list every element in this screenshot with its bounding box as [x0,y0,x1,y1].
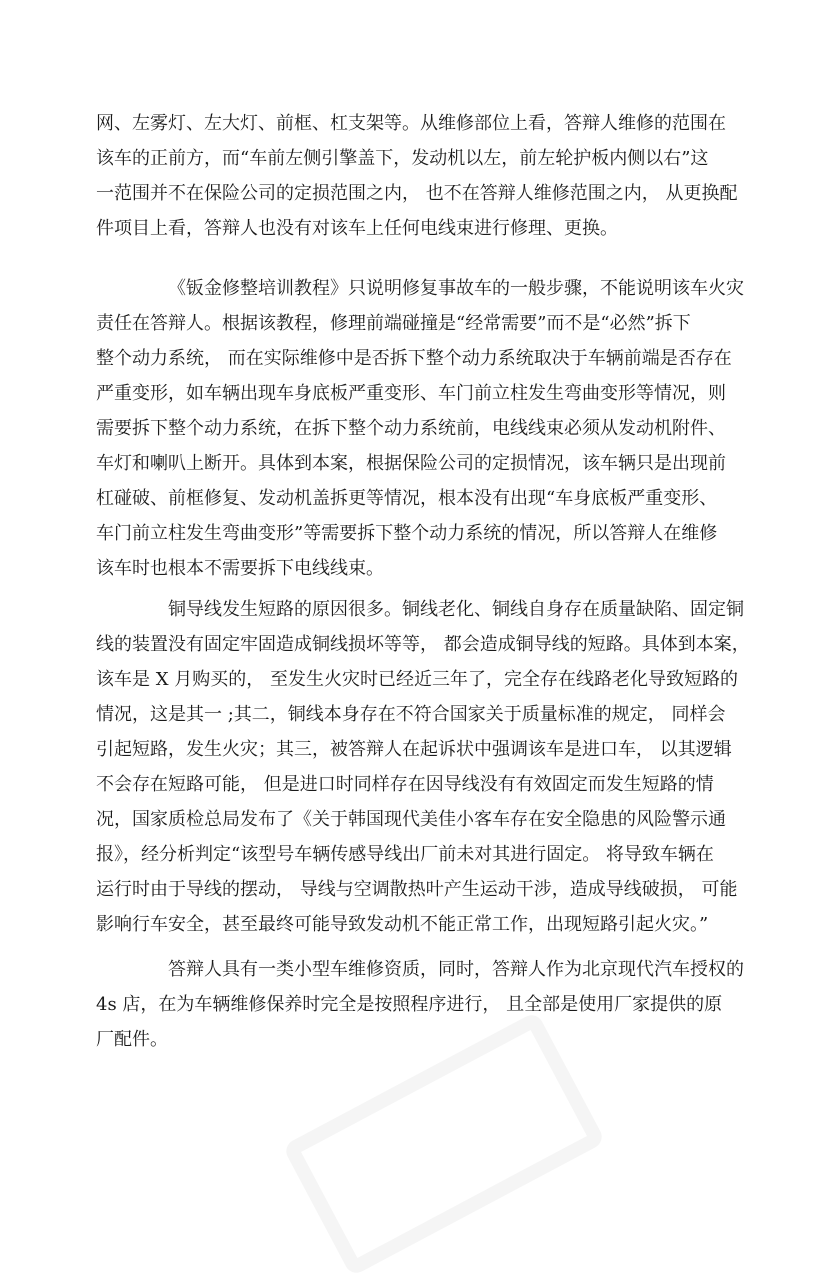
text-line: 该车的正前方，而“车前左侧引擎盖下，发动机以左，前左轮护板内侧以右”这 [96,148,709,169]
text-line: 不会存在短路可能， 但是进口时同样存在因导线没有有效固定而发生短路的情 [96,774,714,795]
text-line: 整个动力系统， 而在实际维修中是否拆下整个动力系统取决于车辆前端是否存在 [96,348,732,369]
text-line: 该车是 X 月购买的， 至发生火灾时已经近三年了，完全存在线路老化导致短路的 [96,669,738,690]
text-line: 责任在答辩人。根据该教程，修理前端碰撞是“经常需要”而不是“必然”拆下 [96,313,691,334]
text-line: 况，国家质检总局发布了《关于韩国现代美佳小客车存在安全隐患的风险警示通 [96,809,726,830]
text-line: 引起短路，发生火灾；其三，被答辩人在起诉状中强调该车是进口车， 以其逻辑 [96,739,732,760]
text-line: 线的装置没有固定牢固造成铜线损坏等等， 都会造成铜导线的短路。具体到本案， [96,634,750,655]
text-line: 该车时也根本不需要拆下电线线束。 [96,558,384,579]
text-line: 件项目上看，答辩人也没有对该车上任何电线束进行修理、更换。 [96,218,618,239]
text-line: 铜导线发生短路的原因很多。铜线老化、铜线自身存在质量缺陷、固定铜 [168,599,744,620]
text-line: 4s 店，在为车辆维修保养时完全是按照程序进行， 且全部是使用厂家提供的原 [96,994,723,1015]
text-line: 影响行车安全，甚至最终可能导致发动机不能正常工作，出现短路引起火灾。” [96,914,709,935]
text-line: 一范围并不在保险公司的定损范围之内， 也不在答辩人维修范围之内， 从更换配 [96,183,738,204]
text-line: 车门前立柱发生弯曲变形”等需要拆下整个动力系统的情况，所以答辩人在维修 [96,523,718,544]
text-line: 杠碰破、前框修复、发动机盖拆更等情况，根本没有出现“车身底板严重变形、 [96,488,718,509]
text-line: 需要拆下整个动力系统，在拆下整个动力系统前，电线线束必须从发动机附件、 [96,418,726,439]
text-line: 报》，经分析判定“该型号车辆传感导线出厂前未对其进行固定。 将导致车辆在 [96,844,714,865]
text-line: 网、左雾灯、左大灯、前框、杠支架等。从维修部位上看，答辩人维修的范围在 [96,113,726,134]
text-line: 运行时由于导线的摆动， 导线与空调散热叶产生运动干涉，造成导线破损， 可能 [96,879,738,900]
text-line: 《钣金修整培训教程》只说明修复事故车的一般步骤，不能说明该车火灾 [168,278,744,299]
text-line: 厂配件。 [96,1029,168,1050]
text-line: 严重变形，如车辆出现车身底板严重变形、车门前立柱发生弯曲变形等情况，则 [96,383,726,404]
text-line: 车灯和喇叭上断开。具体到本案，根据保险公司的定损情况，该车辆只是出现前 [96,453,726,474]
text-line: 情况，这是其一 ;其二，铜线本身存在不符合国家关于质量标准的规定， 同样会 [96,704,726,725]
text-line: 答辩人具有一类小型车维修资质，同时，答辩人作为北京现代汽车授权的 [168,959,744,980]
watermark [282,1011,606,1277]
